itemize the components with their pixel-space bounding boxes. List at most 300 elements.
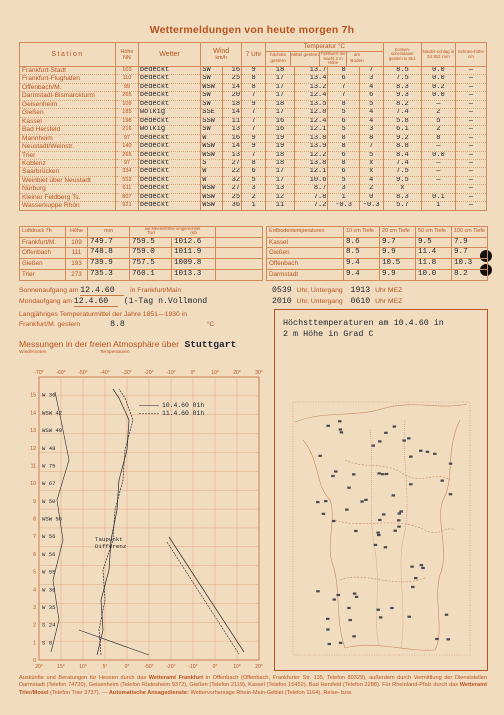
cell-nn: 103 <box>116 67 139 75</box>
wind-label: S 8 <box>42 639 53 647</box>
cell-station: Weinbiet über Neustadt <box>20 176 116 184</box>
cell-torr: 760.1 <box>130 269 172 280</box>
sounding-chart <box>19 365 266 670</box>
cell-tmin: 1 <box>328 193 359 201</box>
cell-tbod: 4 <box>359 117 383 125</box>
cell-tbod: 3 <box>359 75 383 83</box>
cell-tmit: 13.5 <box>294 100 328 108</box>
cell-tmax: 17 <box>266 168 295 176</box>
cell-nn: 97 <box>116 159 139 167</box>
cell-schnee: — <box>455 92 486 100</box>
cell-tmin: 7 <box>328 92 359 100</box>
pressure-col-mb: mb <box>190 230 198 236</box>
map-station-mark <box>338 420 342 422</box>
cell-station: Saarbrücken <box>20 168 116 176</box>
table-header-row <box>20 43 487 67</box>
cell-d20: 9.7 <box>380 237 416 248</box>
footer-text-3: (Telefon Trier 3737). — <box>50 689 108 696</box>
cell-hoehe: 111 <box>66 248 88 259</box>
cell-tmit: 13.7 <box>294 67 328 75</box>
cell-wetter: bedeckt <box>138 176 200 184</box>
table-row <box>20 259 263 270</box>
cell-nied: 2 <box>422 109 456 117</box>
cell-hoehe: 193 <box>66 259 88 270</box>
map-station-mark <box>345 509 349 511</box>
x-tick-top: -70° <box>34 370 44 376</box>
x-tick-top: -10° <box>166 370 176 376</box>
table-row <box>20 126 487 134</box>
map-station-mark <box>374 544 378 546</box>
cell-sonne: 8.2 <box>383 100 421 108</box>
cell-tmit: 13.8 <box>294 159 328 167</box>
col-wind-label: Wind <box>213 47 230 55</box>
cell-spd: 32 <box>222 176 241 184</box>
wind-label: WSW 40 <box>42 427 63 435</box>
cell-tmax: 17 <box>266 75 295 83</box>
wind-label: W 75 <box>42 462 56 470</box>
cell-station: Frankfurt-Stadt <box>20 67 116 75</box>
cell-t7: 7 <box>242 117 266 125</box>
wind-label: W 48 <box>42 444 56 452</box>
sunrise-label: Sonnenaufgang am <box>19 287 79 294</box>
cell-spd: 11 <box>222 117 241 125</box>
cell-schnee: — <box>455 67 486 75</box>
cell-nn: 553 <box>116 176 139 184</box>
cell-spd: 14 <box>222 83 241 91</box>
cell-spd: 25 <box>222 75 241 83</box>
cell-d20: 9.9 <box>380 269 416 280</box>
footer-text-1: Auskünfte und Beratungen für Hessen durch das <box>19 675 147 681</box>
map-station-mark <box>390 607 394 609</box>
cell-station: Offenbach <box>267 259 344 270</box>
moonrise-line <box>19 297 207 307</box>
cell-dir: WSW <box>201 151 223 159</box>
cell-empty <box>216 269 263 280</box>
map-station-mark <box>318 455 322 457</box>
pressure-col-hoehe: Höhe <box>66 227 88 238</box>
x-tick-top: -50° <box>78 370 88 376</box>
map-river <box>401 420 407 648</box>
x-tick-bottom: 15° <box>57 664 65 670</box>
sunrise-line <box>19 286 181 296</box>
table-header-row <box>20 227 263 238</box>
x-tick-top: -30° <box>122 370 132 376</box>
cell-tmax: 11 <box>266 202 295 210</box>
cell-nn: 99 <box>116 83 139 91</box>
map-station-mark <box>393 530 397 532</box>
cell-t7: 3 <box>242 185 266 193</box>
wind-label: WSW 56 <box>42 515 63 523</box>
sun-times <box>272 286 402 295</box>
cell-dir: WSW <box>201 185 223 193</box>
col-tmin-boden: am Boden <box>350 52 364 63</box>
map-station-mark <box>419 450 423 452</box>
x-tick-top: -60° <box>56 370 66 376</box>
cell-schnee: — <box>455 143 486 151</box>
cell-t7: 1 <box>242 202 266 210</box>
x-tick-bottom: 10° <box>79 664 87 670</box>
col-tmittel: Mittel gestern <box>291 52 320 66</box>
page-title: Wettermeldungen von heute morgen 7h <box>149 24 355 36</box>
cell-nied: — <box>422 143 456 151</box>
cell-tbod: 6 <box>359 92 383 100</box>
col-wetter: Wetter <box>138 43 200 67</box>
map-station-mark <box>326 628 330 630</box>
cell-tbod: 4 <box>359 83 383 91</box>
cell-tmit: 13.8 <box>294 134 328 142</box>
cell-station: Darmstadt <box>267 269 344 280</box>
curve-segment <box>79 630 149 655</box>
cell-tbod: 5 <box>359 100 383 108</box>
cell-dir: SW <box>201 67 223 75</box>
moonrise-label: Mondaufgang am <box>19 298 72 305</box>
temperatures-label: Temperaturen <box>100 350 130 355</box>
map-station-mark <box>397 519 401 521</box>
cell-station: Kleiner Feldberg Ts. <box>20 193 116 201</box>
cell-spd: 13 <box>222 126 241 134</box>
table-row <box>20 92 487 100</box>
table-row <box>267 269 488 280</box>
cell-tmin: 6 <box>328 75 359 83</box>
x-tick-bottom: 20° <box>255 664 263 670</box>
cell-hoehe: 273 <box>66 269 88 280</box>
x-tick-bottom: 10° <box>233 664 241 670</box>
map-station-mark <box>376 609 380 611</box>
cell-spd: 36 <box>222 202 241 210</box>
y-tick: 7 <box>33 534 36 541</box>
map-station-mark <box>353 592 357 594</box>
y-tick: 8 <box>33 516 36 523</box>
cell-spd: 14 <box>222 143 241 151</box>
cell-tmit: 12.1 <box>294 126 328 134</box>
cell-station: Gießen <box>20 109 116 117</box>
table-body <box>20 67 487 211</box>
cell-sonne: 9.2 <box>383 134 421 142</box>
map-station-mark <box>385 473 389 475</box>
cell-tmax: 18 <box>266 159 295 167</box>
table-row <box>20 248 263 259</box>
map-station-mark <box>339 642 343 644</box>
wind-label: W 55 <box>42 568 56 576</box>
y-tick: 4 <box>33 587 36 594</box>
cell-nied: — <box>422 100 456 108</box>
cell-tmax: 17 <box>266 176 295 184</box>
cell-nied: 2 <box>422 126 456 134</box>
col-temperature-group <box>266 43 384 67</box>
cell-t7: 9 <box>242 67 266 75</box>
cell-dir: WSW <box>201 143 223 151</box>
y-tick: 13 <box>30 428 36 435</box>
cell-tmit: 13.9 <box>294 143 328 151</box>
cell-station: Frankfurt/M. <box>20 237 66 248</box>
sounding-chart-svg <box>19 365 266 670</box>
cell-wetter: bedeckt <box>138 117 200 125</box>
cell-nied: 0.0 <box>422 151 456 159</box>
cell-sonne: 9.3 <box>383 92 421 100</box>
moon-times <box>272 297 402 306</box>
cell-wetter: bedeckt <box>138 168 200 176</box>
map-station-mark <box>414 577 418 579</box>
soil-temperature-table <box>266 226 488 281</box>
cell-t7: 8 <box>242 159 266 167</box>
cell-nied: 0.1 <box>422 193 456 201</box>
cell-wetter: bedeckt <box>138 75 200 83</box>
cell-empty <box>216 259 263 270</box>
map-station-mark <box>326 618 330 620</box>
pressure-label: Luftdruck 7h <box>20 227 66 238</box>
wind-label: W 56 <box>42 550 56 558</box>
footer-bold-2: Wetteramt Trier/Mosel <box>19 682 487 696</box>
cell-sonne: 8.4 <box>383 151 421 159</box>
wind-label: W 67 <box>42 480 56 488</box>
y-tick: 6 <box>33 551 36 558</box>
cell-wetter: bedeckt <box>138 151 200 159</box>
cell-dir: SSE <box>201 109 223 117</box>
map-station-mark <box>377 472 381 474</box>
cell-nn: 185 <box>116 109 139 117</box>
cell-t7: 6 <box>242 168 266 176</box>
col-sonne: Sonnen-scheindauer gestern in Std. <box>383 43 421 67</box>
wind-label: WSW 42 <box>42 409 63 417</box>
cell-station: Frankfurt-Flughafen <box>20 75 116 83</box>
moon-mez-label: Uhr MEZ <box>375 298 403 305</box>
map-station-mark <box>352 473 356 475</box>
cell-wetter: bedeckt <box>138 92 200 100</box>
map-station-mark <box>378 440 382 442</box>
date-label: 11.4.60 01h <box>162 410 205 417</box>
cell-tmax: 13 <box>266 185 295 193</box>
cell-wetter: bedeckt <box>138 185 200 193</box>
y-tick: 5 <box>33 569 36 576</box>
cell-tbod: 8 <box>359 134 383 142</box>
cell-tmax: 18 <box>266 67 295 75</box>
cell-t7: 5 <box>242 176 266 184</box>
cell-d50: 10.0 <box>416 269 452 280</box>
free-atmosphere-label: Messungen in der freien Atmosphäre über <box>19 339 180 349</box>
cell-d10: 9.4 <box>344 259 380 270</box>
table-row <box>267 248 488 259</box>
map-station-mark <box>360 500 364 502</box>
col-tmax: höchste gestern <box>266 52 291 66</box>
y-tick: 1 <box>33 640 36 647</box>
map-station-mark <box>384 432 388 434</box>
map-station-mark <box>392 494 396 496</box>
moonrise-date: 12.4.60 <box>74 297 118 307</box>
soil-col-100: 100 cm Tiefe <box>452 227 488 238</box>
map-station-mark <box>371 445 375 447</box>
map-station-mark <box>376 532 380 534</box>
cell-nn: 265 <box>116 92 139 100</box>
map-border-west <box>303 440 345 648</box>
map-station-mark <box>381 473 385 475</box>
map-station-mark <box>352 635 356 637</box>
table-row <box>20 75 487 83</box>
cell-wetter: wolkig <box>138 126 200 134</box>
cell-tmit: 7.2 <box>294 202 328 210</box>
cell-d20: 10.5 <box>380 259 416 270</box>
col-wind-unit: km/h <box>215 54 227 61</box>
cell-tmax: 12 <box>266 193 295 201</box>
map-station-mark <box>409 456 413 458</box>
map-station-mark <box>316 590 320 592</box>
map-station-mark <box>340 431 344 433</box>
map-station-mark <box>411 586 415 588</box>
map-line <box>345 460 450 480</box>
cell-sonne: 7.4 <box>383 159 421 167</box>
cell-wetter: bedeckt <box>138 83 200 91</box>
map-station-mark <box>328 643 332 645</box>
cell-tmax: 17 <box>266 92 295 100</box>
cell-sonne: 8.3 <box>383 83 421 91</box>
cell-station: Geisenheim <box>20 100 116 108</box>
cell-mm: 749.7 <box>88 237 130 248</box>
map-line <box>340 577 425 582</box>
cell-station: Neustadt/Weinstr. <box>20 143 116 151</box>
cell-station: Kassel <box>20 117 116 125</box>
cell-spd: 20 <box>222 92 241 100</box>
cell-spd: 22 <box>222 168 241 176</box>
map-station-mark <box>435 638 439 640</box>
cell-wetter: bedeckt <box>138 67 200 75</box>
cell-empty <box>216 237 263 248</box>
cell-wetter: bedeckt <box>138 159 200 167</box>
cell-tmin: 8 <box>328 67 359 75</box>
cell-dir: S <box>201 159 223 167</box>
cell-schnee: — <box>455 126 486 134</box>
cell-schnee: — <box>455 75 486 83</box>
y-tick: 0 <box>33 658 36 664</box>
cell-torr: 757.5 <box>130 259 172 270</box>
cell-empty <box>216 248 263 259</box>
map-station-mark <box>334 470 338 472</box>
cell-schnee: — <box>455 185 486 193</box>
map-station-mark <box>399 510 403 512</box>
sun-rise-time: 0539 <box>272 286 292 295</box>
map-station-mark <box>337 594 341 596</box>
cell-station: Gießen <box>267 248 344 259</box>
cell-nn: 611 <box>116 185 139 193</box>
x-tick-bottom: -10° <box>188 664 198 670</box>
map-station-mark <box>420 564 424 566</box>
cell-nied: 0.0 <box>422 67 456 75</box>
cell-spd: 25 <box>222 193 241 201</box>
map-station-mark <box>449 493 453 495</box>
footer-text-2: in Offenbach (Offenbach, Frankfurter Str. 135, Telefon 80329), außerdem durch Vermittlung der Dienststellen Darmstadt (Telefon 74720), Geisenheim (Telefon Rüdesheim 9372), Gießen (Telefon 2119), Kassel (Telefon 15452), Bad Hersfeld (Telefon 2288). Für Rheinland-Pfalz durch das <box>19 675 488 689</box>
cell-tbod: 7 <box>359 67 383 75</box>
map-station-mark <box>348 619 352 621</box>
cell-sonne: 8.5 <box>383 67 421 75</box>
map-station-mark <box>407 437 411 439</box>
cell-tmin: 8 <box>328 159 359 167</box>
cell-schnee: — <box>455 100 486 108</box>
dewpoint-annotation: Differenz <box>95 543 127 550</box>
cell-wetter: bedeckt <box>138 100 200 108</box>
cell-spd: 16 <box>222 67 241 75</box>
map-station-mark <box>421 567 425 569</box>
cell-d50: 11.8 <box>416 259 452 270</box>
table-body <box>267 237 488 280</box>
cell-sonne: 7.5 <box>383 168 421 176</box>
map-station-mark <box>384 546 388 548</box>
map-station-mark <box>449 463 453 465</box>
map-title-line-1: Höchsttemperaturen am 10.4.60 in <box>283 318 444 328</box>
cell-d10: 9.4 <box>344 269 380 280</box>
cell-tbod: x <box>359 168 383 176</box>
wind-knots-label: Wind/Knoten <box>19 350 47 355</box>
map-station-mark <box>378 519 382 521</box>
cell-schnee: — <box>455 151 486 159</box>
cell-wetter: wolkig <box>138 109 200 117</box>
table-row <box>20 202 487 210</box>
cell-sonne: 8.8 <box>383 143 421 151</box>
cell-station: Bad Hersfeld <box>20 126 116 134</box>
cell-schnee: — <box>455 83 486 91</box>
cell-dir: WSW <box>201 83 223 91</box>
cell-station: Trier <box>20 269 66 280</box>
cell-tmit: 12.8 <box>294 109 328 117</box>
cell-d100: 10.3 <box>452 259 488 270</box>
cell-schnee: — <box>455 193 486 201</box>
pressure-col-meereshoehe <box>130 227 216 238</box>
cell-spd: 27 <box>222 159 241 167</box>
cell-hoehe: 109 <box>66 237 88 248</box>
cell-t7: 7 <box>242 151 266 159</box>
col-wind <box>201 43 242 67</box>
map-station-mark <box>332 520 336 522</box>
cell-tmax: 17 <box>266 83 295 91</box>
cell-tbod: 5 <box>359 151 383 159</box>
map-station-mark <box>347 487 351 489</box>
cell-nied: — <box>422 176 456 184</box>
map-station-mark <box>393 425 397 427</box>
cell-wetter: bedeckt <box>138 134 200 142</box>
cell-dir: W <box>201 176 223 184</box>
cell-nied: 1 <box>422 202 456 210</box>
cell-sonne: 7.5 <box>383 75 421 83</box>
cell-tbod: 3 <box>359 126 383 134</box>
cell-nied: 8 <box>422 134 456 142</box>
longterm-label: Frankfurt/M. gestern <box>19 321 81 328</box>
dewpoint-annotation: Taupunkt <box>95 536 123 543</box>
sun-set-time: 1913 <box>350 286 371 295</box>
table-body <box>20 237 263 280</box>
pressure-col-torr: Torr <box>147 230 156 236</box>
map-station-mark <box>426 451 430 453</box>
cell-tmit: 13.2 <box>294 83 328 91</box>
footer-text-4: Wettervorhersage Rhein-Main-Gebiet (Telefon 1164), Reise- bzw. <box>190 689 353 696</box>
cell-sonne: x <box>383 185 421 193</box>
cell-nn: 198 <box>116 117 139 125</box>
map-station-mark <box>446 638 450 640</box>
col-t7: 7 Uhr <box>242 43 266 67</box>
wind-label: W 56 <box>42 533 56 541</box>
map-station-mark <box>407 616 411 618</box>
cell-mb: 1013.3 <box>172 269 216 280</box>
cell-d100: 8.2 <box>452 269 488 280</box>
cell-spd: 18 <box>222 100 241 108</box>
map-station-mark <box>354 530 358 532</box>
free-atmosphere-heading <box>19 339 236 350</box>
table-row <box>20 67 487 75</box>
cell-torr: 759.0 <box>130 248 172 259</box>
y-tick: 10 <box>30 481 36 488</box>
cell-t7: 2 <box>242 193 266 201</box>
cell-tmit: 8.7 <box>294 185 328 193</box>
cell-tmit: 12.1 <box>294 168 328 176</box>
y-tick: 2 <box>33 622 36 629</box>
cell-station: Offenbach <box>20 248 66 259</box>
footer-bold-3: Automatische Ansagedienste: <box>108 689 189 696</box>
